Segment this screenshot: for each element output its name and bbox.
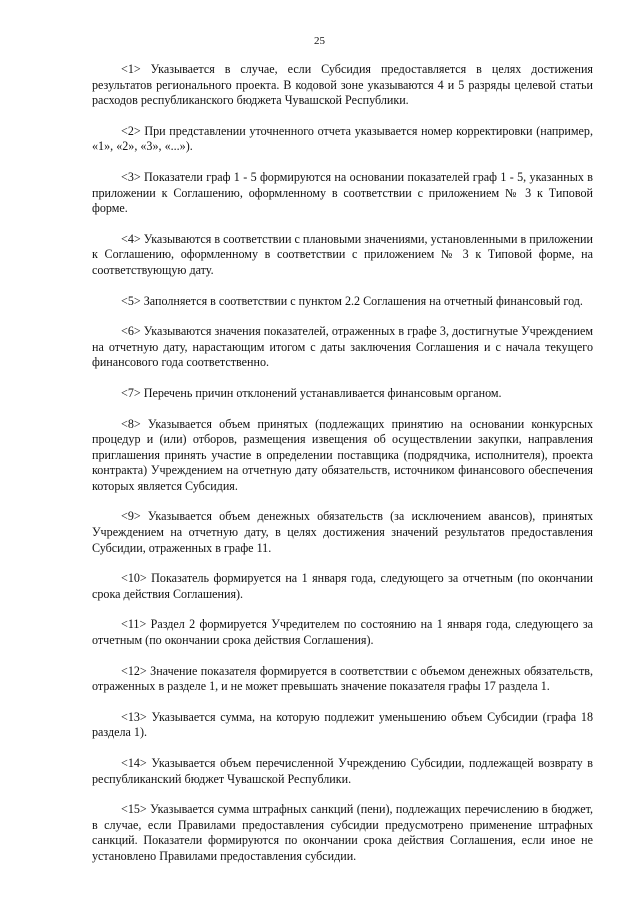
footnote-10: <10> Показатель формируется на 1 января года, следующего за отчетным (по окончании срока действия Соглашения). bbox=[92, 571, 593, 601]
footnote-13: <13> Указывается сумма, на которую подлежит уменьшению объем Субсидии (графа 18 раздела 1). bbox=[92, 709, 593, 740]
footnote-14: <14> Указывается объем перечисленной Учреждению Субсидии, подлежащей возврату в республиканский бюджет Чувашской Республики. bbox=[92, 756, 593, 786]
footnotes-section bbox=[92, 62, 593, 880]
page-number: 25 bbox=[314, 35, 325, 47]
footnote-12: <12> Значение показателя формируется в соответствии с объемом денежных обязательств, отраженных в разделе 1, и не может превышать значение показателя графы 17 раздела 1. bbox=[92, 663, 593, 694]
footnote-9: <9> Указывается объем денежных обязательств (за исключением авансов), принятых Учреждением на отчетную дату, в целях достижения значений результатов предоставления Субсидии, отраженных в графе 11. bbox=[92, 509, 593, 555]
footnote-15: <15> Указывается сумма штрафных санкций (пени), подлежащих перечислению в бюджет, в случае, если Правилами предоставления субсидии предусмотрено применение штрафных санкций. Показатели формируются по окончании срока действия Соглашения, если иное не установлено Правилами предоставления субсидии. bbox=[92, 802, 593, 863]
footnote-8: <8> Указывается объем принятых (подлежащих принятию на основании конкурсных процедур и (или) отборов, размещения извещения об осуществлении закупки, направления приглашения принять участие в определении поставщика (подрядчика, исполнителя), проекта контракта) Учреждением на отчетную дату обязательств, источником финансового обеспечения которых является Субсидия. bbox=[92, 416, 593, 493]
footnote-3: <3> Показатели граф 1 - 5 формируются на основании показателей граф 1 - 5, указанных в приложении к Соглашению, оформленному в соответствии с приложением № 3 к Типовой форме. bbox=[92, 169, 593, 216]
footnote-7: <7> Перечень причин отклонений устанавливается финансовым органом. bbox=[121, 385, 502, 400]
footnote-4: <4> Указываются в соответствии с плановыми значениями, установленными в приложении к Соглашению, оформленному в соответствии с приложением № 3 к Типовой форме, на соответствующую дату. bbox=[92, 231, 593, 277]
footnote-11: <11> Раздел 2 формируется Учредителем по состоянию на 1 января года, следующего за отчетным (по окончании срока действия Соглашения). bbox=[92, 617, 593, 648]
footnote-5: <5> Заполняется в соответствии с пунктом 2.2 Соглашения на отчетный финансовый год. bbox=[121, 293, 583, 308]
footnote-6: <6> Указываются значения показателей, отраженных в графе 3, достигнутые Учреждением на отчетную дату, нарастающим итогом с даты заключения Соглашения и с начала текущего финансового года соответственно. bbox=[92, 324, 593, 370]
footnote-2: <2> При представлении уточненного отчета указывается номер корректировки (например, «1», «2», «3», «...»). bbox=[92, 123, 593, 154]
footnote-1: <1> Указывается в случае, если Субсидия предоставляется в целях достижения результатов регионального проекта. В кодовой зоне указываются 4 и 5 разряды целевой статьи расходов республиканского бюджета Чувашской Республики. bbox=[92, 62, 593, 108]
